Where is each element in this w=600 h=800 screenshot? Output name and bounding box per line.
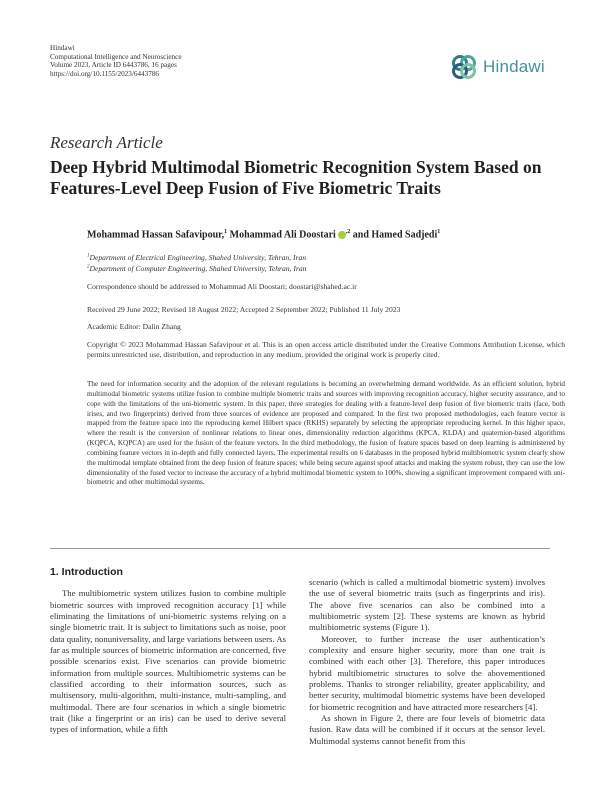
left-column (50, 567, 286, 736)
section-heading: 1. Introduction (50, 566, 123, 578)
article-type: Research Article (50, 133, 163, 152)
author-list (87, 229, 567, 240)
correspondence: Correspondence should be addressed to Mohammad Ali Doostari; doostari@shahed.ac.ir (87, 282, 357, 291)
author-name[interactable]: Mohammad Hassan Safavipour, (87, 229, 225, 241)
paper-title: Deep Hybrid Multimodal Biometric Recognition System Based on Features-Level Deep Fusion of Five Biometric Traits (50, 157, 542, 198)
orcid-icon[interactable] (338, 231, 346, 239)
body-paragraph: The multibiometric system utilizes fusion to combine multiple biometric sources with improved recognition accuracy [1] while eliminating the limitations of uni-biometric systems relying on a single biometric trait. It is subject to limitations such as noise, poor data quality, nonuniversality, and large variations between users. As far as multiple sources of biometric information are concerned, five possible scenarios exist. Five scenarios can provide biometric information from multiple sources. Multibiometric systems can be classified according to their information sources, such as multisensory, multi-algorithm, multi-instance, multi-sampling, and multimodal. There are four scenarios in which a single biometric trait (like a fingerprint or an iris) can be used to derive several types of information, while a fifth (50, 588, 286, 735)
hindawi-logo-icon (449, 52, 479, 82)
body-paragraph: Moreover, to further increase the user authentication’s complexity and ensure higher security, more than one trait is combined with each other [3]. Therefore, this paper introduces hybrid multibiometric structures to solve the abovementioned problems. Thanks to stronger reliability, greater applicability, and better security, multimodal biometric systems have been developed for biometric recognition and have attracted more researchers [4]. (309, 633, 545, 712)
author-affiliation-number: 1 (224, 229, 228, 235)
affiliation-text: Department of Computer Engineering, Shahed University, Tehran, Iran (89, 264, 307, 273)
journal-name: Computational Intelligence and Neuroscience (50, 52, 182, 61)
journal-header (50, 44, 182, 78)
publication-dates: Received 29 June 2022; Revised 18 August 2022; Accepted 2 September 2022; Published 11 July 2023 (87, 305, 401, 314)
affiliation-text: Department of Electrical Engineering, Shahed University, Tehran, Iran (89, 253, 307, 262)
author-name[interactable]: Mohammad Ali Doostari (229, 229, 336, 241)
author-name[interactable]: and Hamed Sadjedi (352, 229, 438, 241)
academic-editor: Academic Editor: Dalin Zhang (87, 322, 181, 331)
copyright-notice: Copyright © 2023 Mohammad Hassan Safavipour et al. This is an open access article distributed under the Creative Commons Attribution License, which permits unrestricted use, distribution, and reproduction in any medium, provided the original work is properly cited. (87, 340, 565, 359)
hindawi-logo[interactable] (449, 52, 545, 82)
hindawi-logo-text: Hindawi (483, 57, 545, 76)
publisher-name: Hindawi (50, 44, 75, 52)
affiliation (87, 253, 306, 262)
volume-info: Volume 2023, Article ID 6443786, 16 pages (50, 61, 177, 70)
abstract: The need for information security and the adoption of the relevant regulations is becoming an overwhelming demand worldwide. As an efficient solution, hybrid multimodal biometric systems utilize fusion to combine multiple biometric traits and sources with improving recognition accuracy, higher security assurance, and to cope with the limitations of the uni-biometric system. In this paper, three strategies for dealing with a feature-level deep fusion of five biometric traits (face, both irises, and two fingerprints) derived from three sources of evidence are proposed and compared. In the first two proposed methodologies, each feature vector is mapped from the feature space into the reproducing kernel Hilbert space (RKHS) separately by selecting the appropriate reproducing kernel. In this higher space, where the result is the conversion of nonlinear relations to linear ones, dimensionality reduction algorithms (KPCA, KLDA) and quaternion-based algorithms (KQPCA, KQPCA) are used for the fusion of the feature vectors. In the third methodology, the fusion of feature spaces based on deep learning is administered by combining feature vectors in in-depth and fully connected layers. The experimental results on 6 databases in the proposed hybrid multibiometric system clearly show the multimodal template obtained from the deep fusion of feature spaces; while being secure against spoof attacks and making the system robust, they can use the low dimensionality of the fused vector to increase the accuracy of a hybrid multimodal biometric system to 100%, showing a significant improvement compared with uni-biometric and other multimodal systems. (87, 380, 565, 487)
doi-link[interactable]: https://doi.org/10.1155/2023/6443786 (50, 69, 160, 78)
right-column (309, 577, 545, 747)
author-affiliation-number: ,2 (345, 229, 351, 235)
affiliation-number: 1 (87, 253, 90, 259)
affiliation (87, 264, 306, 273)
body-paragraph: As shown in Figure 2, there are four levels of biometric data fusion. Raw data will be combined if it occurs at the sensor level. Multimodal systems cannot benefit from this (309, 713, 545, 746)
section-divider (50, 548, 550, 549)
author-affiliation-number: 1 (437, 229, 441, 235)
affiliation-number: 2 (87, 264, 90, 270)
body-paragraph: scenario (which is called a multimodal biometric system) involves the use of several biometric traits (such as fingerprints and iris). The above five scenarios can also be combined into a multibiometric system [2]. These systems are known as hybrid multibiometric systems (Figure 1). (309, 577, 545, 633)
